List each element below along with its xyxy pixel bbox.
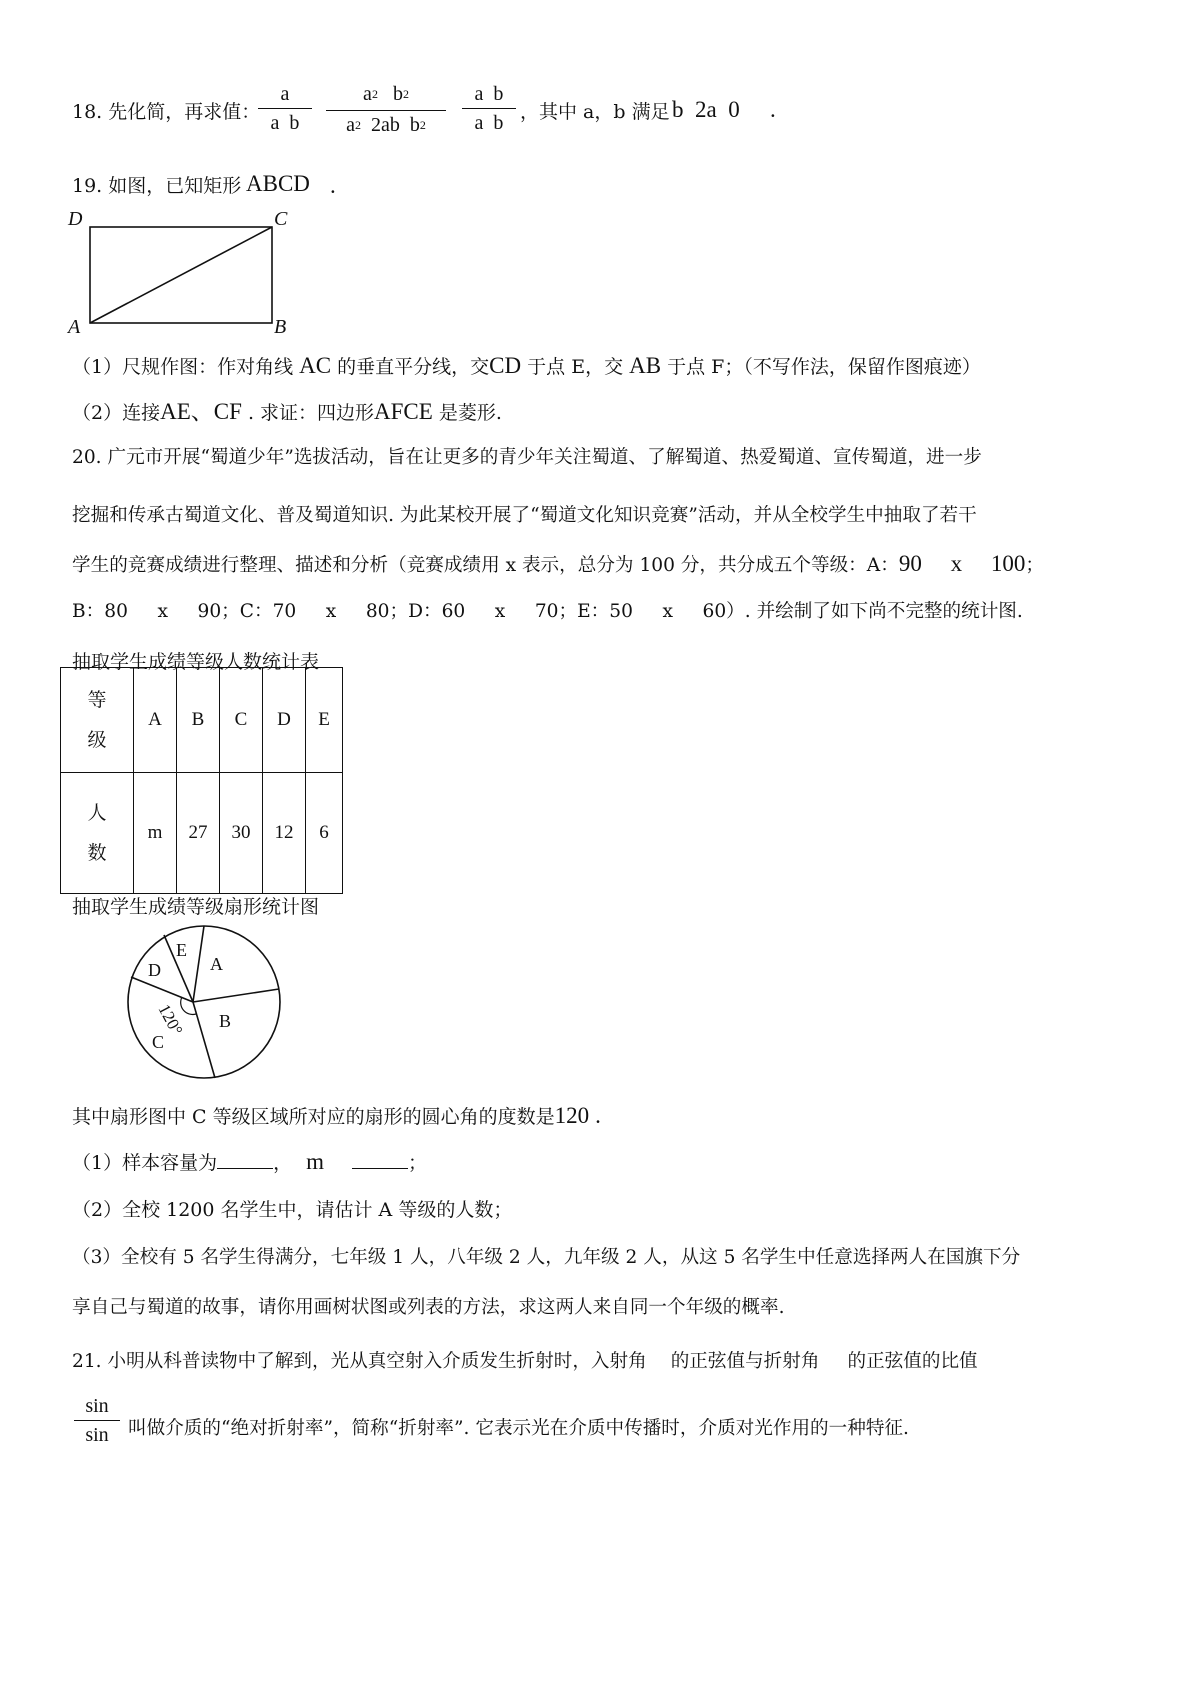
q20-sub1-comma: ， <box>273 1152 293 1174</box>
q19-rect-name: ABCD <box>246 171 310 196</box>
pie-label-c: C <box>152 1032 165 1052</box>
pie-label-a: A <box>210 954 223 974</box>
table-row-grade <box>61 668 343 773</box>
table-cell: 12 <box>263 773 306 894</box>
q20-sub-3-line-1: （3）全校有 5 名学生得满分，七年级 1 人，八年级 2 人，九年级 2 人，从这 5 名学生中任意选择两人在国旗下分 <box>72 1247 1021 1268</box>
answer-blank-sample-size[interactable] <box>217 1150 273 1169</box>
fraction-bar <box>74 1420 120 1421</box>
vertex-c: C <box>274 208 288 230</box>
table-cell: D <box>263 668 306 773</box>
table-cell: A <box>134 668 177 773</box>
q20-angle-note <box>72 1102 601 1131</box>
q18-f3-denominator: a b <box>474 112 504 134</box>
header-char-2: 级 <box>87 729 107 751</box>
table-header-count <box>61 773 134 894</box>
q21-line-1 <box>72 1348 978 1376</box>
q18-end: . <box>770 97 776 122</box>
q19-p1-ac: AC <box>299 353 332 378</box>
q19-part-1 <box>72 352 981 381</box>
q18-f1-denominator: a b <box>270 112 300 134</box>
pie-label-b: B <box>219 1011 232 1031</box>
f2-num-exp-1: 2 <box>371 87 378 101</box>
q19-label: 19. 如图，已知矩形 <box>72 175 242 197</box>
fraction-bar <box>258 108 312 109</box>
grade-count-table <box>60 667 343 894</box>
q20-line-2: 挖掘和传承古蜀道文化、普及蜀道知识. 为此某校开展了“蜀道文化知识竞赛”活动，并从全校学生中抽取了若干 <box>72 505 977 526</box>
table-row-count <box>61 773 343 894</box>
q18-f2-denominator <box>326 113 446 139</box>
q19-p1-text-b: 的垂直平分线，交 <box>337 356 490 378</box>
fraction-bar <box>462 108 516 109</box>
table-cell: 27 <box>177 773 220 894</box>
q20-sub-3-line-2: 享自己与蜀道的故事，请你用画树状图或列表的方法，求这两人来自同一个年级的概率. <box>72 1297 785 1318</box>
fraction-bar <box>326 110 446 111</box>
header-char-2: 数 <box>87 842 107 864</box>
q19-p2-text-a: （2）连接 <box>72 402 161 424</box>
q19-p1-cd: CD <box>489 353 522 378</box>
vertex-b: B <box>274 316 287 335</box>
q20-line-3-end: ； <box>1025 555 1044 576</box>
q21-line-2: 叫做介质的“绝对折射率”，简称“折射率”. 它表示光在介质中传播时，介质对光作用的一种特征. <box>128 1418 909 1439</box>
q18-fraction-1 <box>258 82 312 135</box>
rectangle-abcd-figure <box>60 205 300 335</box>
q19-p2-text-b: . 求证：四边形 <box>247 402 375 424</box>
q19-p2-quad: AFCE <box>374 399 433 424</box>
pie-angle-label: 120° <box>154 1000 187 1039</box>
pie-label-d: D <box>148 960 161 980</box>
table-cell: m <box>134 773 177 894</box>
q19-p1-ab: AB <box>629 353 662 378</box>
answer-blank-m[interactable] <box>352 1150 408 1169</box>
header-char-1: 等 <box>87 689 107 711</box>
q20-sub1-end: ； <box>408 1152 428 1174</box>
q20-sub-1 <box>72 1148 427 1177</box>
pie-divider-a-b <box>193 989 279 1002</box>
grade-pie-chart <box>118 922 298 1084</box>
vertex-d: D <box>68 208 83 230</box>
pie-divider-a-e <box>193 926 204 1002</box>
pie-outline <box>128 926 280 1078</box>
q18-label: 18. 先化简，再求值： <box>72 101 261 123</box>
q21-text-c: 的正弦值的比值 <box>847 1351 978 1372</box>
q19-part-2 <box>72 398 502 427</box>
q19-p1-text-a: （1）尺规作图：作对角线 <box>72 356 294 378</box>
vertex-a: A <box>68 316 81 335</box>
table-cell: B <box>177 668 220 773</box>
table-header-grade <box>61 668 134 773</box>
q21-text-a: 21. 小明从科普读物中了解到，光从真空射入介质发生折射时，入射角 <box>72 1351 647 1372</box>
table-cell: 6 <box>306 773 343 894</box>
q18-fraction-3 <box>462 82 516 135</box>
table-cell: 30 <box>220 773 263 894</box>
table-title: 抽取学生成绩等级人数统计表 <box>72 651 320 673</box>
q20-line-3-text: 学生的竞赛成绩进行整理、描述和分析（竞赛成绩用 x 表示，总分为 100 分，共分成五个等级：A： <box>72 555 899 576</box>
q20-line-4: B：80 x 90；C：70 x 80；D：60 x 70；E：50 x 60）. 并绘制了如下尚不完整的统计图. <box>72 601 1023 622</box>
q19-p1-text-d: 于点 F；（不写作法，保留作图痕迹） <box>667 356 981 378</box>
q19-end: . <box>330 173 336 198</box>
f2-num-exp-2: 2 <box>402 87 409 101</box>
q20-sub-2: （2）全校 1200 名学生中，请估计 A 等级的人数； <box>72 1199 513 1221</box>
q20-note-end: . <box>595 1103 601 1128</box>
pie-divider-b-c <box>193 1002 215 1078</box>
diagonal-ac <box>90 227 272 323</box>
q18-fraction-2 <box>326 82 446 139</box>
q20-note-text: 其中扇形图中 C 等级区域所对应的扇形的圆心角的度数是 <box>72 1106 555 1128</box>
pie-title: 抽取学生成绩等级扇形统计图 <box>72 896 320 918</box>
q18-f2-numerator <box>326 82 446 108</box>
q20-note-value: 120 <box>554 1103 590 1128</box>
header-char-1: 人 <box>87 802 107 824</box>
q21-refraction-fraction <box>74 1394 120 1447</box>
q20-line-3 <box>72 550 1044 580</box>
f2-num-a: a <box>363 83 372 105</box>
table-cell: C <box>220 668 263 773</box>
q20-line-1: 20. 广元市开展“蜀道少年”选拔活动，旨在让更多的青少年关注蜀道、了解蜀道、热爱蜀道、宣传蜀道，进一步 <box>72 447 982 468</box>
q20-sub1-text: （1）样本容量为 <box>72 1152 218 1174</box>
q21-frac-numerator: sin <box>85 1395 109 1417</box>
pie-label-e: E <box>176 940 187 960</box>
f2-den-exp-2: 2 <box>419 118 426 132</box>
q20-grade-a-range: 90 x 100 <box>898 551 1026 576</box>
q21-frac-denominator: sin <box>85 1424 109 1446</box>
f2-den-mid: 2ab b <box>371 114 420 136</box>
q20-sub1-m: m <box>306 1149 324 1174</box>
q18-f1-numerator: a <box>280 83 290 105</box>
q18-condition-math: b 2a 0 <box>672 97 740 122</box>
f2-den-exp-1: 2 <box>355 118 361 132</box>
table-cell: E <box>306 668 343 773</box>
f2-num-b: b <box>392 83 403 105</box>
q18-condition-text: ，其中 a，b 满足 <box>520 101 670 123</box>
q21-text-b: 的正弦值与折射角 <box>670 1351 820 1372</box>
q19-p1-text-c: 于点 E，交 <box>527 356 624 378</box>
q18-f3-numerator: a b <box>474 83 504 105</box>
f2-den-a: a <box>346 114 355 136</box>
q19-p2-segments: AE、CF <box>160 399 242 424</box>
q19-p2-text-c: 是菱形. <box>438 402 502 424</box>
